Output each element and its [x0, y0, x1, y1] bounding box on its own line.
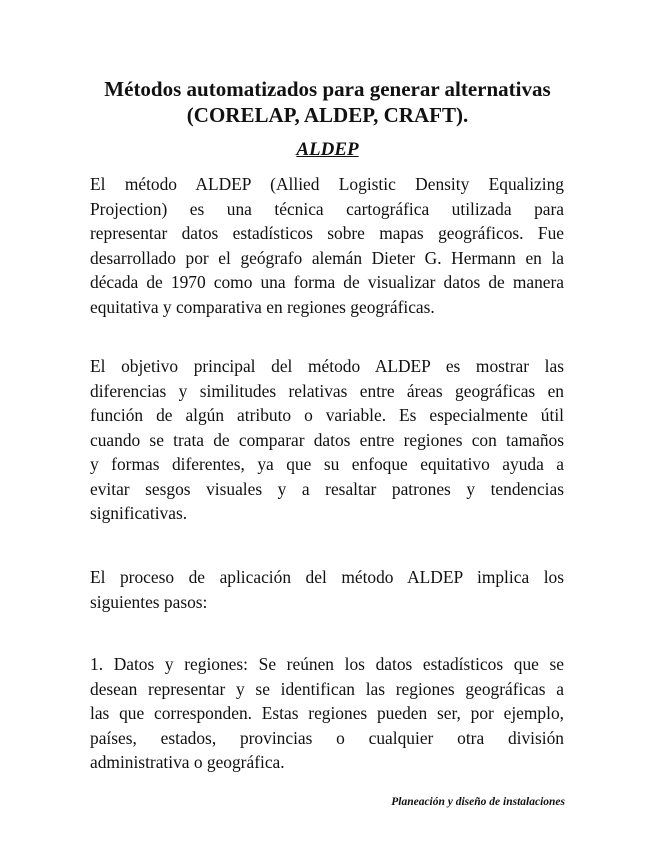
paragraph-intro: [90, 172, 564, 319]
text-line: El proceso de aplicación del método ALDEP implica los: [90, 567, 564, 587]
text-line: El método ALDEP (Allied Logistic Density Equalizing: [90, 174, 564, 194]
text-line: las que corresponden. Estas regiones pueden ser, por ejemplo,: [90, 703, 564, 723]
text-line: década de 1970 como una forma de visualizar datos de manera: [90, 272, 564, 292]
text-line: administrativa o geográfica.: [90, 752, 285, 772]
text-line: equitativa y comparativa en regiones geográficas.: [90, 296, 435, 317]
title-line: Métodos automatizados para generar alternativas: [104, 77, 551, 101]
title-line: (CORELAP, ALDEP, CRAFT).: [186, 103, 469, 127]
text-line: representar datos estadísticos sobre mapas geográficos. Fue: [90, 223, 564, 243]
paragraph-objective: [90, 354, 564, 526]
text-line: función de algún atributo o variable. Es especialmente útil: [90, 405, 564, 425]
text-line: cuando se trata de comparar datos entre regiones con tamaños: [90, 429, 564, 450]
section-heading: ALDEP: [296, 139, 359, 160]
text-line: desarrollado por el geógrafo alemán Dieter G. Hermann en la: [90, 247, 564, 268]
text-line: 1. Datos y regiones: Se reúnen los datos estadísticos que se: [90, 654, 564, 674]
text-line: significativas.: [90, 503, 188, 523]
text-line: evitar sesgos visuales y a resaltar patrones y tendencias: [90, 478, 564, 499]
text-line: El objetivo principal del método ALDEP es mostrar las: [90, 356, 564, 376]
paragraph-process: [90, 565, 564, 614]
text-line: Projection) es una técnica cartográfica utilizada para: [90, 198, 564, 219]
text-line: y formas diferentes, ya que su enfoque equitativo ayuda a: [90, 454, 564, 474]
page-title: [60, 76, 595, 128]
paragraph-step-1: [90, 652, 564, 775]
page-footer: Planeación y diseño de instalaciones: [391, 796, 565, 808]
text-line: desean representar y se identifican las regiones geográficas a: [90, 678, 564, 699]
text-line: países, estados, provincias o cualquier otra división: [90, 727, 564, 748]
text-line: diferencias y similitudes relativas entre áreas geográficas en: [90, 380, 564, 401]
text-line: siguientes pasos:: [90, 591, 208, 612]
